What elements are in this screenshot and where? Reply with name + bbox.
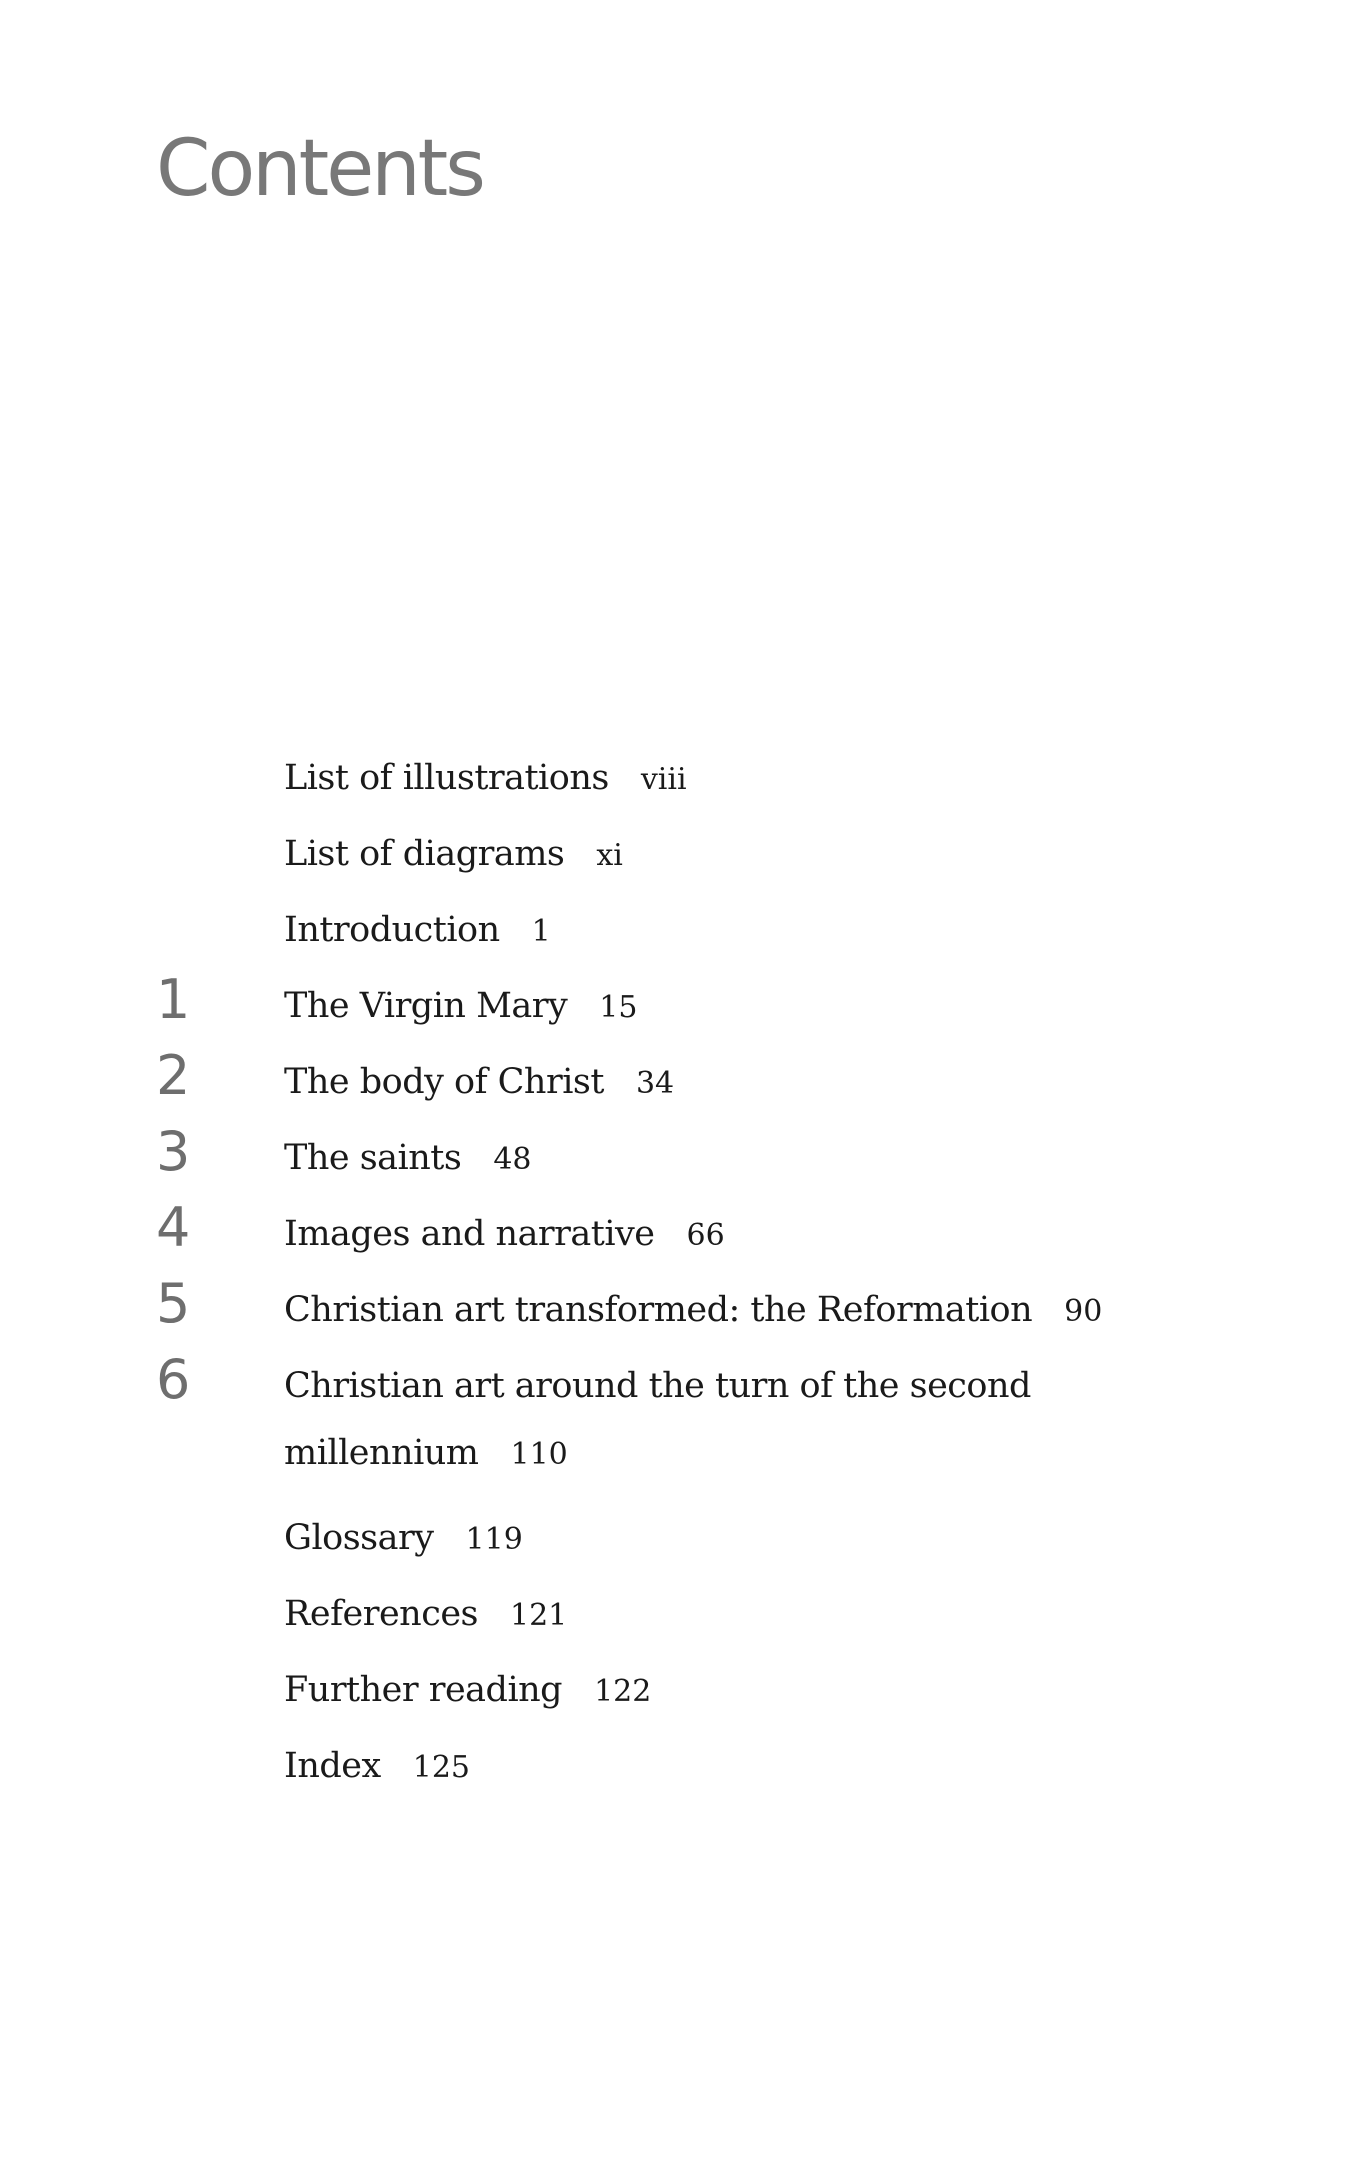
toc-entry-text — [284, 758, 1184, 798]
toc-entry-text — [284, 1138, 1184, 1178]
chapter-number: 4 — [156, 1196, 191, 1259]
toc-entry-title: Introduction — [284, 910, 500, 950]
toc-entry-text — [284, 1670, 1184, 1710]
chapter-number: 1 — [156, 968, 191, 1031]
toc-entry-title: The saints — [284, 1138, 462, 1178]
chapter-number: 6 — [156, 1348, 191, 1411]
toc-entry-page: 119 — [465, 1522, 523, 1557]
toc-entry-page: 110 — [510, 1437, 568, 1472]
toc-entry-text — [284, 910, 1184, 950]
toc-entry-title: Christian art transformed: the Reformation — [284, 1290, 1033, 1330]
toc-entry-page: xi — [596, 838, 623, 873]
toc-entry-text — [284, 834, 1184, 874]
chapter-number: 2 — [156, 1044, 191, 1107]
toc-entry-title: The Virgin Mary — [284, 986, 568, 1026]
toc-entry-title: Images and narrative — [284, 1214, 655, 1254]
toc-entry-text — [284, 1214, 1184, 1254]
toc-entry-page: 90 — [1064, 1294, 1103, 1329]
toc-entry-title: Further reading — [284, 1670, 563, 1710]
toc-entry-page: 15 — [599, 990, 638, 1025]
toc-entry-page: 66 — [686, 1218, 725, 1253]
toc-entry-page: 48 — [493, 1142, 532, 1177]
toc-entry-title: Index — [284, 1746, 381, 1786]
toc-entry-text — [284, 1062, 1184, 1102]
toc-entry-page: 122 — [594, 1674, 652, 1709]
chapter-number: 5 — [156, 1272, 191, 1335]
toc-entry-title: Christian art around the turn of the second — [284, 1366, 1031, 1406]
toc-entry-page: 1 — [531, 914, 551, 949]
toc-entry-page: 125 — [412, 1750, 470, 1785]
toc-entry-text — [284, 1366, 1184, 1473]
chapter-number: 3 — [156, 1120, 191, 1183]
toc-entry-title-continued: millennium — [284, 1433, 479, 1473]
toc-entry-title: Glossary — [284, 1518, 434, 1558]
toc-entry-title: List of diagrams — [284, 834, 565, 874]
toc-entry-text — [284, 1746, 1184, 1786]
toc-entry-page: 121 — [510, 1598, 568, 1633]
toc-entry-text — [284, 986, 1184, 1026]
toc-entry-page: viii — [640, 762, 687, 797]
toc-entry-text — [284, 1594, 1184, 1634]
toc-entry-title: References — [284, 1594, 478, 1634]
toc-entry-page: 34 — [635, 1066, 675, 1101]
toc-entry-text — [284, 1290, 1184, 1330]
toc-entry-title: The body of Christ — [284, 1062, 604, 1102]
toc-entry-text — [284, 1518, 1184, 1558]
page-title: Contents — [156, 124, 483, 214]
toc-entry-title: List of illustrations — [284, 758, 609, 798]
